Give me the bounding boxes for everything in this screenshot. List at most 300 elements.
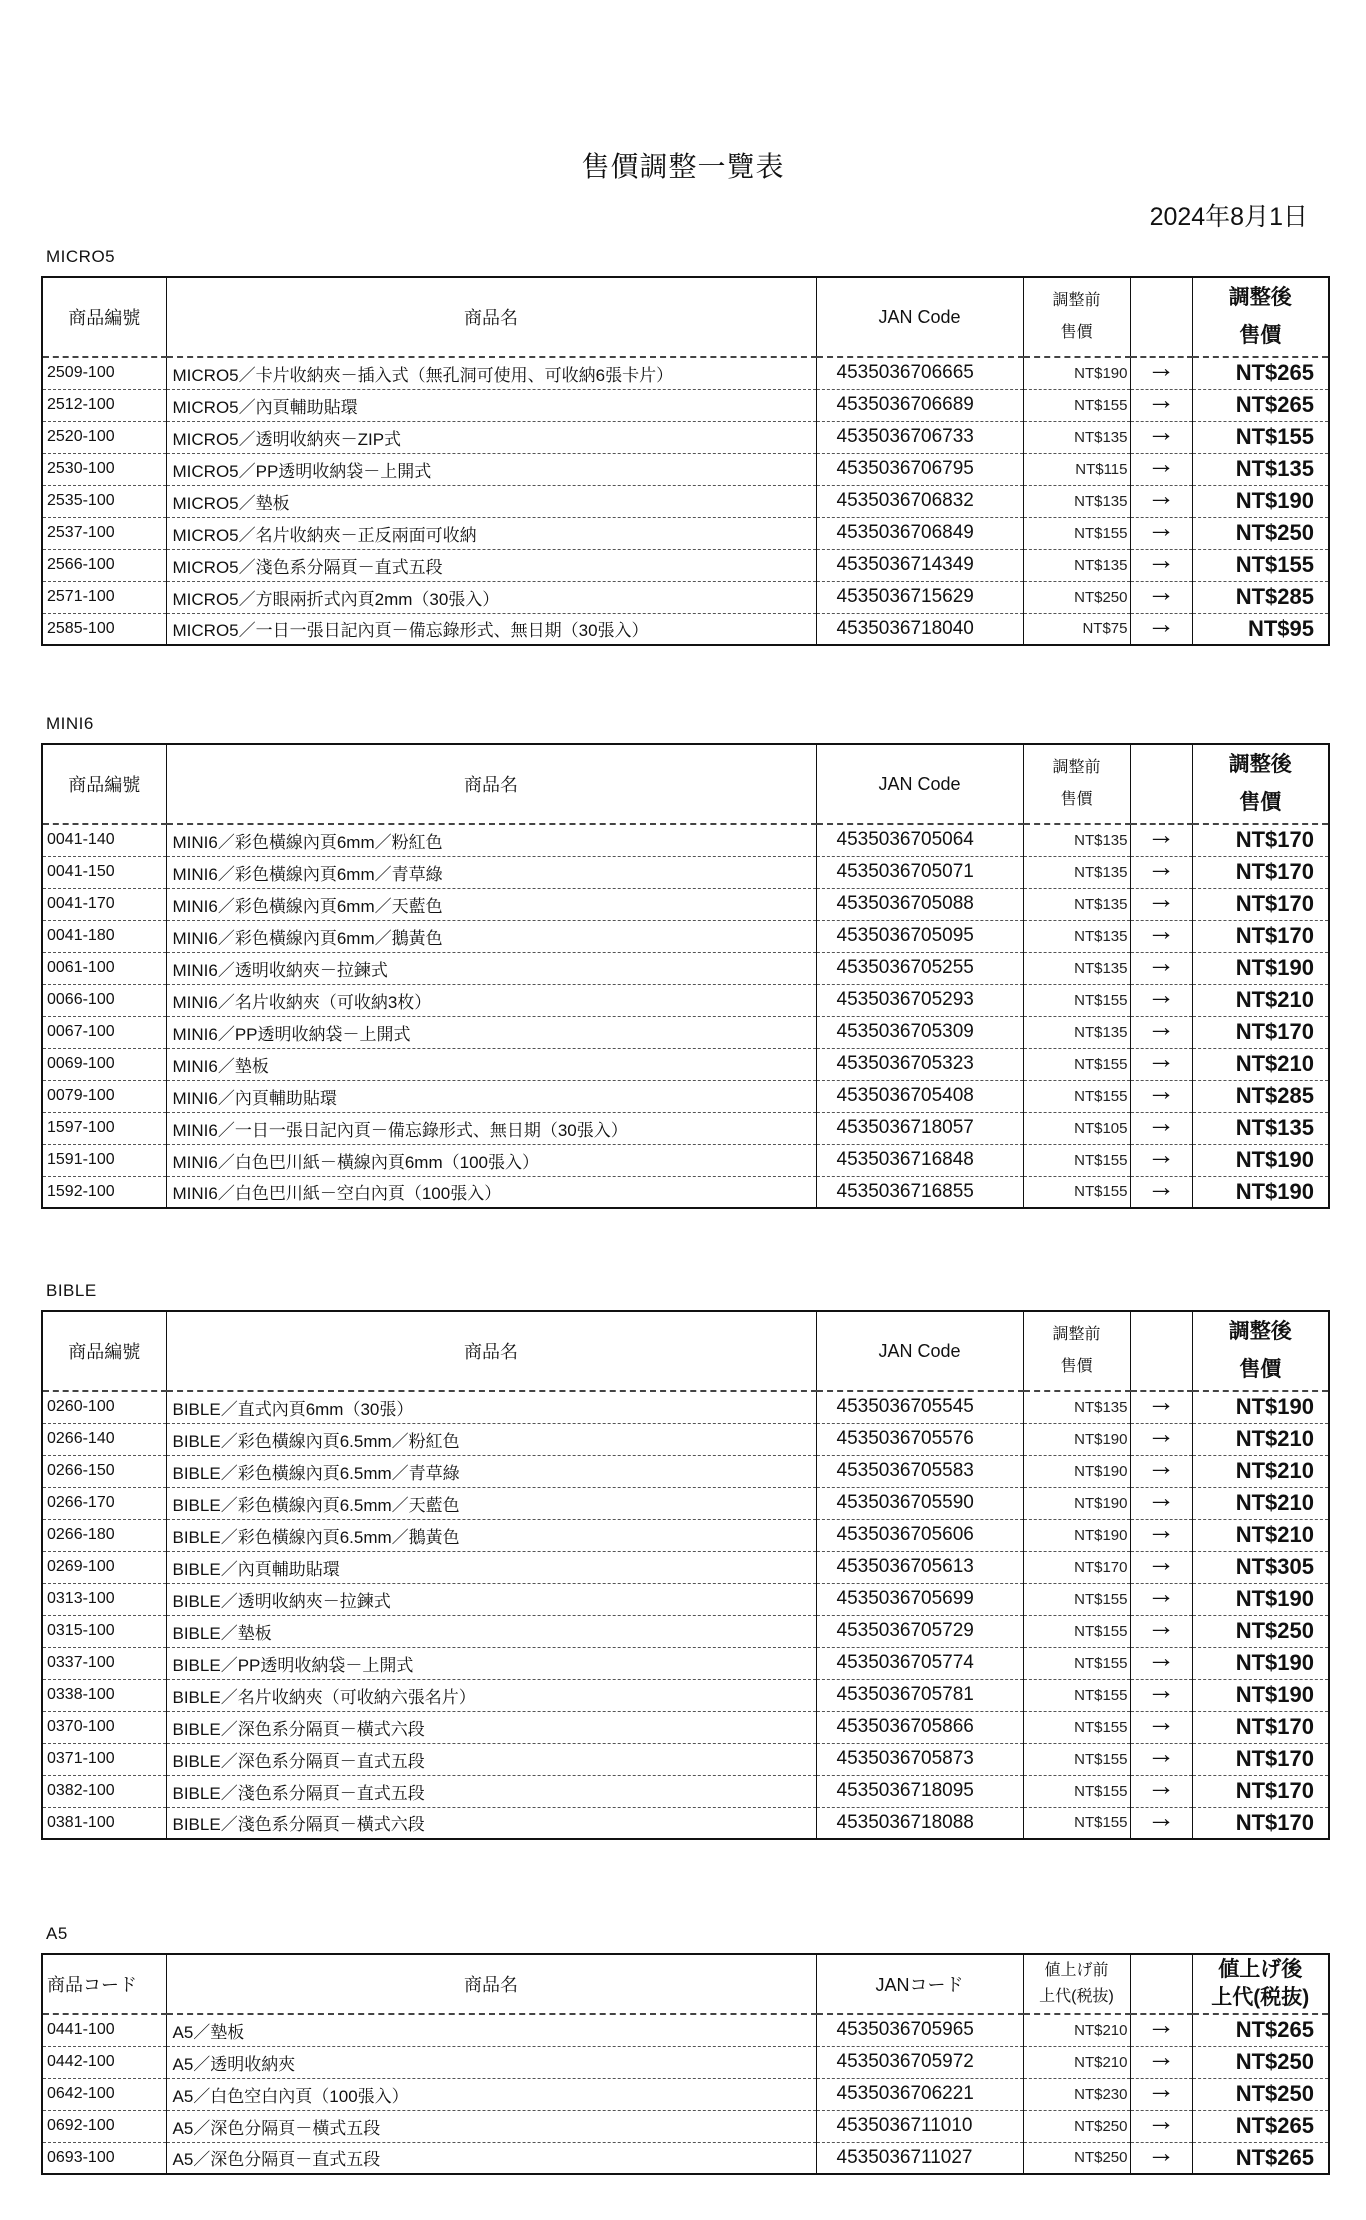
table-row — [42, 1711, 1329, 1743]
old-price: NT$135 — [1023, 485, 1130, 517]
old-price: NT$190 — [1023, 1455, 1130, 1487]
header-old-price-line2: 售價 — [1060, 791, 1093, 808]
new-price: NT$285 — [1192, 1080, 1329, 1112]
new-price: NT$190 — [1192, 1679, 1329, 1711]
header-new-price — [1192, 1311, 1329, 1391]
header-product-name: 商品名 — [166, 744, 816, 824]
old-price: NT$75 — [1023, 613, 1130, 645]
product-code: 0693-100 — [47, 2148, 115, 2166]
old-price: NT$135 — [1023, 952, 1130, 984]
product-name: MINI6／彩色橫線內頁6mm／青草綠 — [166, 856, 816, 888]
new-price: NT$190 — [1192, 1391, 1329, 1423]
header-old-price-line2: 上代(税抜) — [1039, 1988, 1114, 2005]
header-old-price-line2: 售價 — [1060, 324, 1093, 341]
header-arrow-column — [1130, 1954, 1192, 2014]
table-row — [42, 952, 1329, 984]
product-name: MICRO5／名片收納夾－正反兩面可收納 — [166, 517, 816, 549]
right-arrow-icon: → — [1130, 1775, 1192, 1807]
right-arrow-icon: → — [1130, 1048, 1192, 1080]
product-code: 0266-180 — [42, 1519, 166, 1551]
jan-code: 4535036705590 — [816, 1487, 1023, 1519]
new-price: NT$170 — [1192, 888, 1329, 920]
right-arrow-icon: → — [1130, 1647, 1192, 1679]
jan-code: 4535036705866 — [816, 1711, 1023, 1743]
product-code: 2520-100 — [42, 421, 166, 453]
old-price: NT$250 — [1023, 581, 1130, 613]
header-old-price — [1023, 744, 1130, 824]
new-price: NT$155 — [1192, 421, 1329, 453]
product-code: 0066-100 — [42, 984, 166, 1016]
jan-code: 4535036705699 — [816, 1583, 1023, 1615]
product-code: 0642-100 — [42, 2078, 166, 2110]
jan-code: 4535036705309 — [816, 1016, 1023, 1048]
table-row — [42, 1048, 1329, 1080]
product-code: 2585-100 — [47, 619, 115, 637]
jan-code: 4535036705293 — [816, 984, 1023, 1016]
product-code: 0266-150 — [42, 1455, 166, 1487]
table-row — [42, 1807, 1329, 1839]
header-new-price-line1: 調整後 — [1228, 286, 1292, 309]
header-new-price-line2: 上代(税抜) — [1211, 1986, 1310, 2009]
jan-code: 4535036711010 — [816, 2110, 1023, 2142]
product-name: BIBLE／淺色系分隔頁－直式五段 — [166, 1775, 816, 1807]
header-arrow-column — [1130, 1311, 1192, 1391]
new-price: NT$250 — [1192, 517, 1329, 549]
table-row — [42, 1176, 1329, 1208]
right-arrow-icon: → — [1130, 581, 1192, 613]
old-price: NT$155 — [1023, 1176, 1130, 1208]
header-old-price-line1: 調整前 — [1052, 759, 1101, 776]
header-new-price-line1: 値上げ後 — [1218, 1958, 1303, 1981]
header-jan-code: JANコード — [816, 1954, 1023, 2014]
table-row — [42, 485, 1329, 517]
product-name: MICRO5／卡片收納夾－插入式（無孔洞可使用、可收納6張卡片） — [166, 357, 816, 389]
header-new-price — [1192, 1954, 1329, 2014]
table-row — [42, 581, 1329, 613]
product-code: 2530-100 — [42, 453, 166, 485]
table-row — [42, 1775, 1329, 1807]
product-code: 1591-100 — [42, 1144, 166, 1176]
table-row — [42, 2046, 1329, 2078]
document-title: 售價調整一覽表 — [581, 151, 785, 182]
right-arrow-icon: → — [1130, 1519, 1192, 1551]
new-price: NT$170 — [1192, 1016, 1329, 1048]
section-label: A5 — [46, 1924, 68, 1943]
jan-code: 4535036705606 — [816, 1519, 1023, 1551]
new-price: NT$305 — [1192, 1551, 1329, 1583]
new-price: NT$170 — [1192, 824, 1329, 856]
old-price: NT$135 — [1023, 549, 1130, 581]
product-code: 0441-100 — [42, 2014, 166, 2046]
right-arrow-icon: → — [1130, 1455, 1192, 1487]
right-arrow-icon: → — [1130, 1016, 1192, 1048]
product-code: 0269-100 — [42, 1551, 166, 1583]
product-name: MICRO5／方眼兩折式內頁2mm（30張入） — [166, 581, 816, 613]
product-code: 0069-100 — [42, 1048, 166, 1080]
right-arrow-icon: → — [1130, 1711, 1192, 1743]
product-name: BIBLE／彩色橫線內頁6.5mm／鵝黃色 — [166, 1519, 816, 1551]
product-name: MICRO5／淺色系分隔頁－直式五段 — [166, 549, 816, 581]
product-name: BIBLE／彩色橫線內頁6.5mm／青草綠 — [166, 1455, 816, 1487]
old-price: NT$135 — [1023, 1016, 1130, 1048]
product-name: BIBLE／名片收納夾（可收納六張名片） — [166, 1679, 816, 1711]
jan-code: 4535036705095 — [816, 920, 1023, 952]
jan-code: 4535036705972 — [816, 2046, 1023, 2078]
header-product-name: 商品名 — [166, 1954, 816, 2014]
product-name: BIBLE／深色系分隔頁－橫式六段 — [166, 1711, 816, 1743]
product-name: BIBLE／彩色橫線內頁6.5mm／天藍色 — [166, 1487, 816, 1519]
product-code: 0337-100 — [42, 1647, 166, 1679]
header-row — [42, 1311, 1329, 1391]
new-price: NT$170 — [1192, 1743, 1329, 1775]
right-arrow-icon: → — [1130, 2046, 1192, 2078]
header-new-price-line2: 售價 — [1239, 324, 1282, 347]
jan-code: 4535036705873 — [816, 1743, 1023, 1775]
product-code: 2566-100 — [42, 549, 166, 581]
old-price: NT$190 — [1023, 1423, 1130, 1455]
old-price: NT$190 — [1023, 1487, 1130, 1519]
jan-code: 4535036711027 — [816, 2142, 1023, 2174]
new-price: NT$265 — [1192, 2110, 1329, 2142]
table-row — [42, 856, 1329, 888]
old-price: NT$155 — [1023, 389, 1130, 421]
product-code: 0313-100 — [42, 1583, 166, 1615]
table-row — [42, 1615, 1329, 1647]
jan-code: 4535036716848 — [816, 1144, 1023, 1176]
product-name: MICRO5／墊板 — [166, 485, 816, 517]
header-product-name: 商品名 — [166, 1311, 816, 1391]
product-name: BIBLE／深色系分隔頁－直式五段 — [166, 1743, 816, 1775]
jan-code: 4535036706795 — [816, 453, 1023, 485]
new-price: NT$170 — [1192, 1775, 1329, 1807]
table-row — [42, 888, 1329, 920]
header-old-price — [1023, 277, 1130, 357]
product-name: MICRO5／PP透明收納袋－上開式 — [166, 453, 816, 485]
product-code: 0338-100 — [42, 1679, 166, 1711]
header-old-price — [1023, 1311, 1130, 1391]
right-arrow-icon: → — [1130, 1679, 1192, 1711]
table-row — [42, 1080, 1329, 1112]
product-code: 1597-100 — [42, 1112, 166, 1144]
new-price: NT$210 — [1192, 1519, 1329, 1551]
table-row — [42, 1391, 1329, 1423]
right-arrow-icon: → — [1130, 1423, 1192, 1455]
header-arrow-column — [1130, 744, 1192, 824]
old-price: NT$135 — [1023, 856, 1130, 888]
product-name: MICRO5／一日一張日記內頁－備忘錄形式、無日期（30張入） — [166, 613, 816, 645]
new-price: NT$190 — [1192, 952, 1329, 984]
right-arrow-icon: → — [1130, 824, 1192, 856]
right-arrow-icon: → — [1130, 952, 1192, 984]
header-old-price-line1: 調整前 — [1052, 1326, 1101, 1343]
new-price: NT$250 — [1192, 1615, 1329, 1647]
price-table — [41, 743, 1330, 1209]
new-price: NT$210 — [1192, 1423, 1329, 1455]
table-row — [42, 1423, 1329, 1455]
product-name: A5／透明收納夾 — [166, 2046, 816, 2078]
jan-code: 4535036705774 — [816, 1647, 1023, 1679]
header-row — [42, 277, 1329, 357]
product-code: 0260-100 — [42, 1391, 166, 1423]
jan-code: 4535036705781 — [816, 1679, 1023, 1711]
right-arrow-icon: → — [1130, 1391, 1192, 1423]
right-arrow-icon: → — [1130, 1807, 1192, 1839]
old-price: NT$135 — [1023, 824, 1130, 856]
header-product-code: 商品編號 — [42, 277, 166, 357]
product-code: 1592-100 — [47, 1182, 115, 1200]
old-price: NT$155 — [1023, 1583, 1130, 1615]
new-price: NT$265 — [1192, 357, 1329, 389]
table-row — [42, 421, 1329, 453]
table-row — [42, 1487, 1329, 1519]
jan-code: 4535036705408 — [816, 1080, 1023, 1112]
header-new-price-line2: 售價 — [1239, 791, 1282, 814]
jan-code: 4535036705545 — [816, 1391, 1023, 1423]
right-arrow-icon: → — [1130, 1176, 1192, 1208]
product-code: 0079-100 — [42, 1080, 166, 1112]
jan-code: 4535036705583 — [816, 1455, 1023, 1487]
right-arrow-icon: → — [1130, 1615, 1192, 1647]
product-name: MICRO5／內頁輔助貼環 — [166, 389, 816, 421]
product-code: 0266-170 — [42, 1487, 166, 1519]
new-price: NT$190 — [1192, 1647, 1329, 1679]
old-price: NT$155 — [1023, 1743, 1130, 1775]
old-price: NT$135 — [1023, 888, 1130, 920]
product-code: 0041-180 — [42, 920, 166, 952]
header-old-price-line1: 調整前 — [1052, 292, 1101, 309]
product-name: MINI6／白色巴川紙－橫線內頁6mm（100張入） — [166, 1144, 816, 1176]
header-product-code: 商品編號 — [42, 744, 166, 824]
jan-code: 4535036705965 — [816, 2014, 1023, 2046]
header-jan-code: JAN Code — [816, 744, 1023, 824]
table-row — [42, 1647, 1329, 1679]
header-product-code: 商品コード — [42, 1954, 166, 2014]
product-name: MINI6／透明收納夾－拉鍊式 — [166, 952, 816, 984]
new-price: NT$170 — [1192, 1807, 1329, 1839]
table-row — [42, 920, 1329, 952]
table-row — [42, 1679, 1329, 1711]
new-price: NT$210 — [1192, 1487, 1329, 1519]
new-price: NT$95 — [1192, 613, 1329, 645]
old-price: NT$115 — [1023, 453, 1130, 485]
header-row — [42, 744, 1329, 824]
product-code: 0370-100 — [42, 1711, 166, 1743]
new-price: NT$265 — [1192, 2142, 1329, 2174]
right-arrow-icon: → — [1130, 2014, 1192, 2046]
jan-code: 4535036705255 — [816, 952, 1023, 984]
jan-code: 4535036705088 — [816, 888, 1023, 920]
header-old-price — [1023, 1954, 1130, 2014]
product-code: 0382-100 — [42, 1775, 166, 1807]
jan-code: 4535036716855 — [816, 1176, 1023, 1208]
product-name: A5／白色空白內頁（100張入） — [166, 2078, 816, 2110]
header-new-price-line2: 售價 — [1239, 1358, 1282, 1381]
product-code: 0061-100 — [42, 952, 166, 984]
product-name: A5／深色分隔頁－直式五段 — [166, 2142, 816, 2174]
old-price: NT$230 — [1023, 2078, 1130, 2110]
old-price: NT$155 — [1023, 1048, 1130, 1080]
new-price: NT$170 — [1192, 920, 1329, 952]
price-table — [41, 276, 1330, 646]
new-price: NT$135 — [1192, 453, 1329, 485]
table-row — [42, 984, 1329, 1016]
right-arrow-icon: → — [1130, 856, 1192, 888]
old-price: NT$155 — [1023, 1615, 1130, 1647]
old-price: NT$250 — [1023, 2110, 1130, 2142]
new-price: NT$190 — [1192, 1176, 1329, 1208]
table-row — [42, 1743, 1329, 1775]
header-new-price-line1: 調整後 — [1228, 753, 1292, 776]
product-name: BIBLE／透明收納夾－拉鍊式 — [166, 1583, 816, 1615]
old-price: NT$135 — [1023, 1391, 1130, 1423]
section-label: MICRO5 — [46, 247, 116, 266]
old-price: NT$135 — [1023, 920, 1130, 952]
jan-code: 4535036705064 — [816, 824, 1023, 856]
right-arrow-icon: → — [1130, 920, 1192, 952]
table-row — [42, 517, 1329, 549]
product-name: MINI6／彩色橫線內頁6mm／鵝黃色 — [166, 920, 816, 952]
section-label: MINI6 — [46, 714, 94, 733]
header-product-name: 商品名 — [166, 277, 816, 357]
old-price: NT$155 — [1023, 1807, 1130, 1839]
new-price: NT$135 — [1192, 1112, 1329, 1144]
product-name: MINI6／一日一張日記內頁－備忘錄形式、無日期（30張入） — [166, 1112, 816, 1144]
table-row — [42, 1112, 1329, 1144]
table-row — [42, 1583, 1329, 1615]
jan-code: 4535036706733 — [816, 421, 1023, 453]
product-code: 2571-100 — [42, 581, 166, 613]
product-code: 0692-100 — [42, 2110, 166, 2142]
product-code: 0442-100 — [42, 2046, 166, 2078]
product-code: 0041-140 — [42, 824, 166, 856]
product-name: BIBLE／PP透明收納袋－上開式 — [166, 1647, 816, 1679]
jan-code: 4535036705323 — [816, 1048, 1023, 1080]
right-arrow-icon: → — [1130, 1487, 1192, 1519]
header-jan-code: JAN Code — [816, 1311, 1023, 1391]
old-price: NT$155 — [1023, 1775, 1130, 1807]
jan-code: 4535036718057 — [816, 1112, 1023, 1144]
old-price: NT$155 — [1023, 1080, 1130, 1112]
product-name: MINI6／名片收納夾（可收納3枚） — [166, 984, 816, 1016]
table-row — [42, 2078, 1329, 2110]
header-arrow-column — [1130, 277, 1192, 357]
right-arrow-icon: → — [1130, 517, 1192, 549]
old-price: NT$210 — [1023, 2046, 1130, 2078]
old-price: NT$170 — [1023, 1551, 1130, 1583]
jan-code: 4535036718040 — [816, 613, 1023, 645]
table-row — [42, 453, 1329, 485]
right-arrow-icon: → — [1130, 1080, 1192, 1112]
old-price: NT$155 — [1023, 1647, 1130, 1679]
product-name: MINI6／彩色橫線內頁6mm／粉紅色 — [166, 824, 816, 856]
jan-code: 4535036706849 — [816, 517, 1023, 549]
new-price: NT$265 — [1192, 389, 1329, 421]
jan-code: 4535036718088 — [816, 1807, 1023, 1839]
new-price: NT$250 — [1192, 2046, 1329, 2078]
new-price: NT$250 — [1192, 2078, 1329, 2110]
old-price: NT$250 — [1023, 2142, 1130, 2174]
table-row — [42, 1016, 1329, 1048]
product-name: BIBLE／直式內頁6mm（30張） — [166, 1391, 816, 1423]
jan-code: 4535036706221 — [816, 2078, 1023, 2110]
jan-code: 4535036706832 — [816, 485, 1023, 517]
product-name: BIBLE／內頁輔助貼環 — [166, 1551, 816, 1583]
old-price: NT$155 — [1023, 1144, 1130, 1176]
right-arrow-icon: → — [1130, 984, 1192, 1016]
old-price: NT$190 — [1023, 357, 1130, 389]
jan-code: 4535036715629 — [816, 581, 1023, 613]
jan-code: 4535036706689 — [816, 389, 1023, 421]
old-price: NT$210 — [1023, 2014, 1130, 2046]
right-arrow-icon: → — [1130, 1743, 1192, 1775]
product-name: BIBLE／彩色橫線內頁6.5mm／粉紅色 — [166, 1423, 816, 1455]
product-name: BIBLE／淺色系分隔頁－橫式六段 — [166, 1807, 816, 1839]
header-old-price-line2: 售價 — [1060, 1358, 1093, 1375]
jan-code: 4535036705576 — [816, 1423, 1023, 1455]
table-row — [42, 1519, 1329, 1551]
right-arrow-icon: → — [1130, 357, 1192, 389]
new-price: NT$210 — [1192, 1048, 1329, 1080]
header-new-price — [1192, 277, 1329, 357]
product-name: MINI6／PP透明收納袋－上開式 — [166, 1016, 816, 1048]
table-row — [42, 824, 1329, 856]
price-table — [41, 1953, 1330, 2175]
right-arrow-icon: → — [1130, 1583, 1192, 1615]
product-name: MICRO5／透明收納夾－ZIP式 — [166, 421, 816, 453]
header-old-price-line1: 値上げ前 — [1044, 1962, 1109, 1979]
new-price: NT$170 — [1192, 856, 1329, 888]
right-arrow-icon: → — [1130, 389, 1192, 421]
product-code: 2537-100 — [42, 517, 166, 549]
product-name: BIBLE／墊板 — [166, 1615, 816, 1647]
table-row — [42, 2014, 1329, 2046]
table-row — [42, 389, 1329, 421]
section-label: BIBLE — [46, 1281, 97, 1300]
new-price: NT$210 — [1192, 1455, 1329, 1487]
header-new-price — [1192, 744, 1329, 824]
product-code: 0041-170 — [42, 888, 166, 920]
jan-code: 4535036706665 — [816, 357, 1023, 389]
new-price: NT$170 — [1192, 1711, 1329, 1743]
product-name: MINI6／內頁輔助貼環 — [166, 1080, 816, 1112]
old-price: NT$190 — [1023, 1519, 1130, 1551]
product-name: MINI6／墊板 — [166, 1048, 816, 1080]
jan-code: 4535036718095 — [816, 1775, 1023, 1807]
old-price: NT$155 — [1023, 1711, 1130, 1743]
table-row — [42, 2110, 1329, 2142]
price-table — [41, 1310, 1330, 1840]
table-row — [42, 1551, 1329, 1583]
old-price: NT$105 — [1023, 1112, 1130, 1144]
right-arrow-icon: → — [1130, 613, 1192, 645]
table-row — [42, 613, 1329, 645]
header-new-price-line1: 調整後 — [1228, 1320, 1292, 1343]
document-date: 2024年8月1日 — [1149, 203, 1308, 231]
header-jan-code: JAN Code — [816, 277, 1023, 357]
new-price: NT$190 — [1192, 1583, 1329, 1615]
jan-code: 4535036705071 — [816, 856, 1023, 888]
product-name: A5／深色分隔頁－橫式五段 — [166, 2110, 816, 2142]
product-code: 0041-150 — [42, 856, 166, 888]
right-arrow-icon: → — [1130, 485, 1192, 517]
right-arrow-icon: → — [1130, 453, 1192, 485]
product-code: 2535-100 — [42, 485, 166, 517]
jan-code: 4535036705729 — [816, 1615, 1023, 1647]
table-row — [42, 357, 1329, 389]
product-code: 2509-100 — [42, 357, 166, 389]
right-arrow-icon: → — [1130, 421, 1192, 453]
old-price: NT$135 — [1023, 421, 1130, 453]
